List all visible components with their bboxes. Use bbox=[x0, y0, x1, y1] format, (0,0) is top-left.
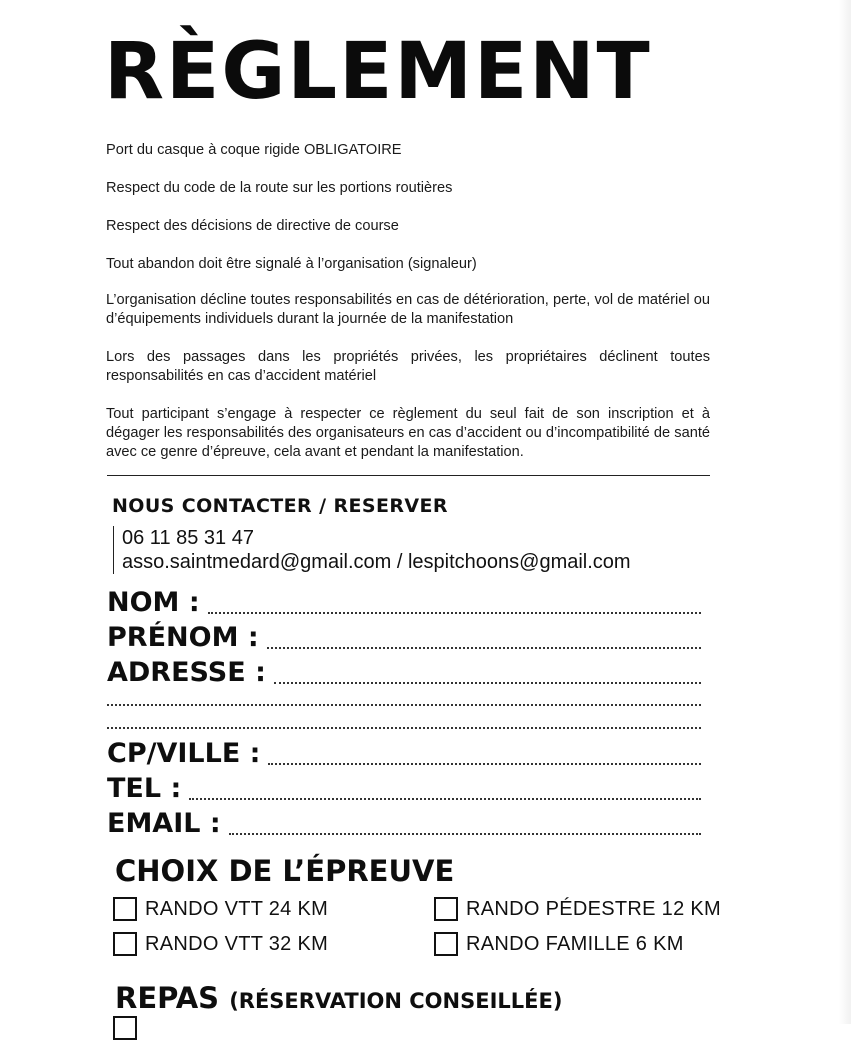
email-input-line[interactable] bbox=[229, 833, 701, 835]
cp-ville-input-line[interactable] bbox=[268, 763, 701, 765]
cp-ville-label: CP/VILLE : bbox=[107, 738, 261, 769]
checkbox-pedestre-12[interactable] bbox=[434, 897, 458, 921]
rule-liability-equipment: L’organisation décline toutes responsabilités en cas de détérioration, perte, vol de matériel ou d’équipements individuels durant la journée de la manifestation bbox=[106, 292, 710, 327]
rule-private-property: Lors des passages dans les propriétés privées, les propriétaires déclinent toutes responsabilités en cas d’accident matériel bbox=[106, 349, 710, 384]
adresse-input-line[interactable] bbox=[274, 682, 701, 684]
checkbox-vtt-24[interactable] bbox=[113, 897, 137, 921]
adresse-label: ADRESSE : bbox=[107, 657, 266, 688]
tel-field[interactable] bbox=[107, 770, 701, 806]
adresse-field[interactable] bbox=[107, 654, 701, 690]
email-label: EMAIL : bbox=[107, 808, 221, 839]
page-title: RÈGLEMENT bbox=[104, 27, 652, 117]
option-vtt-32-label: RANDO VTT 32 KM bbox=[145, 932, 329, 955]
checkbox-famille-6[interactable] bbox=[434, 932, 458, 956]
option-pedestre-12-label: RANDO PÉDESTRE 12 KM bbox=[466, 897, 721, 920]
option-famille-6[interactable] bbox=[434, 930, 684, 958]
contact-details bbox=[113, 526, 631, 574]
repas-label: REPAS bbox=[115, 981, 220, 1015]
checkbox-vtt-32[interactable] bbox=[113, 932, 137, 956]
prenom-field[interactable] bbox=[107, 619, 701, 655]
page-edge-shadow bbox=[839, 0, 851, 1024]
prenom-label: PRÉNOM : bbox=[107, 622, 259, 653]
nom-input-line[interactable] bbox=[208, 612, 701, 614]
repas-title bbox=[115, 980, 562, 1019]
repas-subtitle: (RÉSERVATION CONSEILLÉE) bbox=[229, 989, 563, 1013]
section-divider bbox=[107, 475, 710, 476]
rule-road-code: Respect du code de la route sur les portions routières bbox=[106, 180, 453, 196]
nom-field[interactable] bbox=[107, 584, 701, 620]
option-famille-6-label: RANDO FAMILLE 6 KM bbox=[466, 932, 684, 955]
adresse-input-line-2[interactable] bbox=[107, 704, 701, 706]
option-vtt-32[interactable] bbox=[113, 930, 328, 958]
contact-phone[interactable]: 06 11 85 31 47 bbox=[122, 527, 254, 549]
option-pedestre-12[interactable] bbox=[434, 895, 721, 923]
option-vtt-24-label: RANDO VTT 24 KM bbox=[145, 897, 329, 920]
email-field[interactable] bbox=[107, 805, 701, 841]
epreuve-title: CHOIX DE L’ÉPREUVE bbox=[115, 854, 455, 888]
checkbox-repas-partial[interactable] bbox=[113, 1016, 137, 1040]
tel-label: TEL : bbox=[107, 773, 182, 804]
nom-label: NOM : bbox=[107, 587, 200, 618]
option-vtt-24[interactable] bbox=[113, 895, 328, 923]
contact-emails[interactable]: asso.saintmedard@gmail.com / lespitchoons@gmail.com bbox=[122, 551, 631, 573]
rule-abandon: Tout abandon doit être signalé à l’organisation (signaleur) bbox=[106, 256, 477, 272]
prenom-input-line[interactable] bbox=[267, 647, 701, 649]
adresse-input-line-3[interactable] bbox=[107, 727, 701, 729]
tel-input-line[interactable] bbox=[189, 798, 701, 800]
rule-participant-commitment: Tout participant s’engage à respecter ce règlement du seul fait de son inscription et à dégager les responsabilités des organisateurs en cas d’accident ou d’incompatibilité de santé avec ce genre d’épreuve, cela avant et pendant la manifestation. bbox=[106, 406, 710, 460]
rule-helmet: Port du casque à coque rigide OBLIGATOIRE bbox=[106, 142, 402, 158]
rule-race-direction: Respect des décisions de directive de course bbox=[106, 218, 399, 234]
contact-title: NOUS CONTACTER / RESERVER bbox=[112, 495, 448, 517]
cp-ville-field[interactable] bbox=[107, 735, 701, 771]
